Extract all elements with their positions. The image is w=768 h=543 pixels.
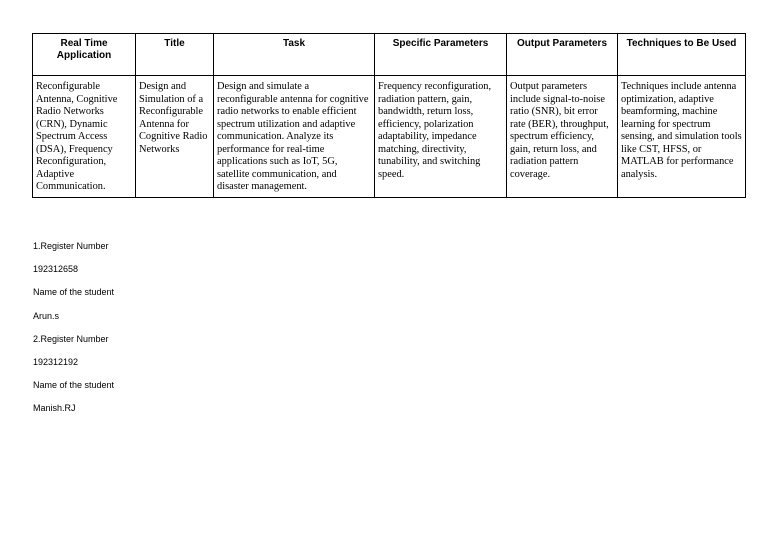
table-header-row [33,34,746,76]
register-number-value-1: 192312658 [33,264,79,275]
column-header-task: Task [214,34,375,76]
cell-specific-parameters: Frequency reconfiguration, radiation pattern, gain, bandwidth, return loss, efficiency, polarization adaptability, impedance matching, directivity, tunability, and switching speed. [375,76,507,198]
student-name-label-2: Name of the student [33,380,115,391]
column-header-real-time-application: Real Time Application [33,34,136,76]
table-row [33,76,746,198]
column-header-techniques: Techniques to Be Used [618,34,746,76]
student-name-value-2: Manish.RJ [33,403,76,414]
column-header-specific-parameters: Specific Parameters [375,34,507,76]
column-header-output-parameters: Output Parameters [507,34,618,76]
student-name-value-1: Arun.s [33,310,60,321]
student-name-label-1: Name of the student [33,287,115,298]
student-info [33,241,114,427]
register-number-label-1: 1.Register Number [33,241,109,251]
cell-techniques: Techniques include antenna optimization, adaptive beamforming, machine learning for spectrum sensing, and simulation tools like CST, HFSS, or MATLAB for performance analysis. [618,76,746,198]
column-header-title: Title [136,34,214,76]
cell-title: Design and Simulation of a Reconfigurable Antenna for Cognitive Radio Networks [136,76,214,198]
register-number-value-2: 192312192 [33,356,79,367]
cell-output-parameters: Output parameters include signal-to-noise ratio (SNR), bit error rate (BER), throughput, spectrum efficiency, gain, return loss, and radiation pattern coverage. [507,76,618,198]
cell-real-time-application: Reconfigurable Antenna, Cognitive Radio Networks (CRN), Dynamic Spectrum Access (DSA), Frequency Reconfiguration, Adaptive Communication. [33,76,136,198]
cell-task: Design and simulate a reconfigurable antenna for cognitive radio networks to enable efficient spectrum utilization and adaptive communication. Analyze its performance for real-time applications such as IoT, 5G, satellite communication, and disaster management. [214,76,375,198]
project-table [32,33,746,198]
register-number-label-2: 2.Register Number [33,333,109,344]
